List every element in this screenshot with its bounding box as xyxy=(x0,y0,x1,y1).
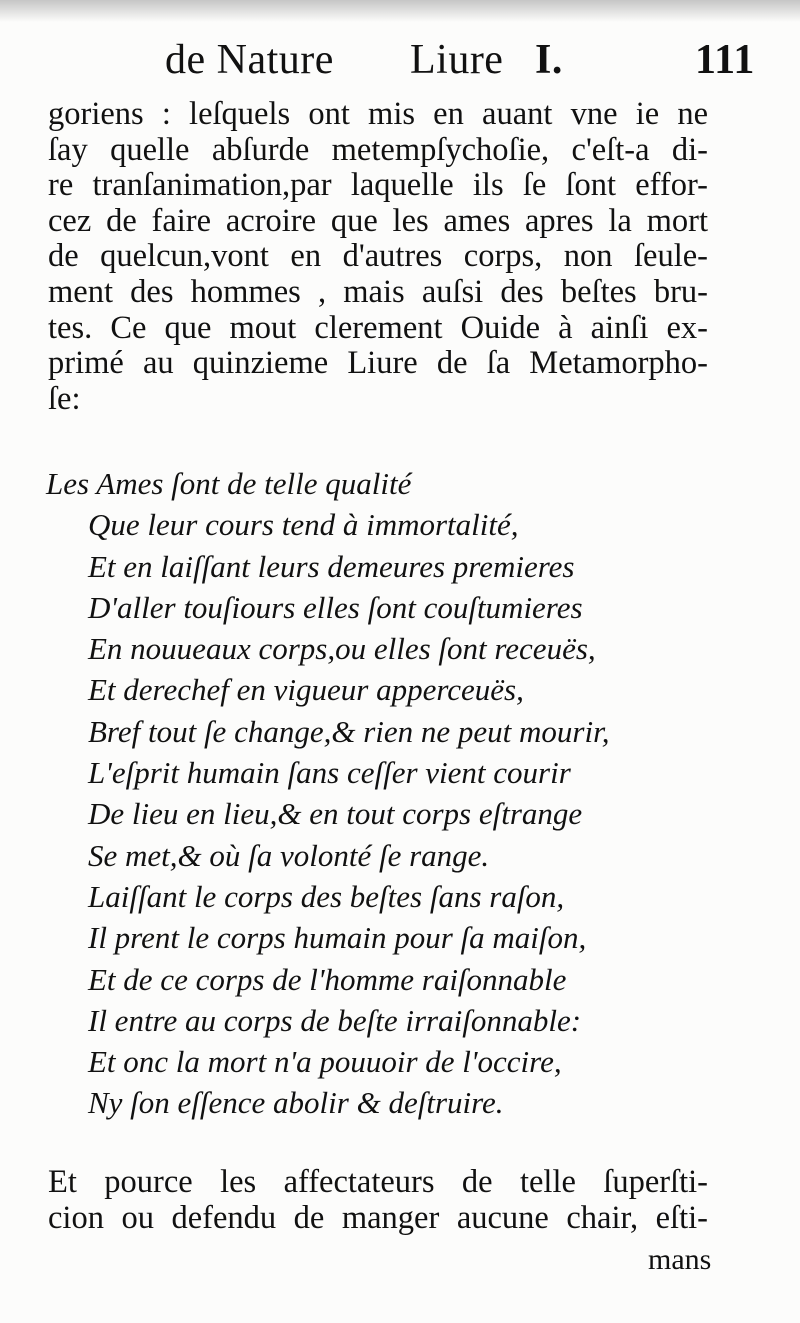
prose-line: Et pource les affectateurs de telle ſuperſti- xyxy=(48,1164,708,1200)
prose-paragraph-top xyxy=(48,97,708,417)
running-header xyxy=(165,34,765,86)
prose-line: ſay quelle abſurde metempſychoſie, c'eſt-a di- xyxy=(48,131,708,168)
prose-line: cion ou defendu de manger aucune chair, eſti- xyxy=(48,1199,708,1236)
verse-line: De lieu en lieu,& en tout corps eſtrange xyxy=(88,796,583,832)
verse-quotation xyxy=(46,463,726,1124)
book-label: Liure xyxy=(410,37,504,83)
prose-line: goriens : leſquels ont mis en auant vne ie ne xyxy=(48,96,708,132)
verse-line: Il entre au corps de beſte irraiſonnable: xyxy=(88,1002,582,1038)
verse-line: Et de ce corps de l'homme raiſonnable xyxy=(88,961,567,997)
verse-line: L'eſprit humain ſans ceſſer vient courir xyxy=(88,755,571,791)
verse-line: D'aller touſiours elles ſont couſtumieres xyxy=(88,589,583,625)
page-number: 111 xyxy=(695,37,755,83)
verse-line: Et derechef en vigueur apperceuës, xyxy=(88,672,524,708)
verse-line: En nouueaux corps,ou elles ſont receuës, xyxy=(88,631,596,667)
prose-line: tes. Ce que mout clerement Ouide à ainſi ex- xyxy=(48,309,708,346)
prose-line: cez de faire acroire que les ames apres la mort xyxy=(48,202,708,239)
prose-line: ment des hommes , mais auſsi des beſtes bru- xyxy=(48,273,708,310)
verse-line: Il prent le corps humain pour ſa maiſon, xyxy=(88,920,587,956)
prose-line: de quelcun,vont en d'autres corps, non ſeule- xyxy=(48,238,708,275)
prose-paragraph-bottom xyxy=(48,1165,708,1236)
verse-line: Laiſſant le corps des beſtes ſans raſon, xyxy=(88,878,565,914)
book-number: I. xyxy=(535,37,563,83)
prose-line: ſe: xyxy=(48,380,81,417)
running-title: de Nature xyxy=(165,37,334,83)
verse-line: Se met,& où ſa volonté ſe range. xyxy=(88,837,490,873)
prose-line: primé au quinzieme Liure de ſa Metamorpho- xyxy=(48,345,708,382)
page-edge-shadow xyxy=(0,0,800,22)
verse-line: Ny ſon eſſence abolir & deſtruire. xyxy=(88,1085,504,1121)
verse-line: Les Ames ſont de telle qualité xyxy=(46,466,412,501)
prose-line: re tranſanimation,par laquelle ils ſe ſont effor- xyxy=(48,167,708,204)
verse-line: Et onc la mort n'a pouuoir de l'occire, xyxy=(88,1044,562,1080)
verse-line: Et en laiſſant leurs demeures premieres xyxy=(88,548,575,584)
verse-line: Bref tout ſe change,& rien ne peut mourir, xyxy=(88,713,610,749)
verse-line: Que leur cours tend à immortalité, xyxy=(88,507,519,543)
catchword: mans xyxy=(648,1243,712,1276)
